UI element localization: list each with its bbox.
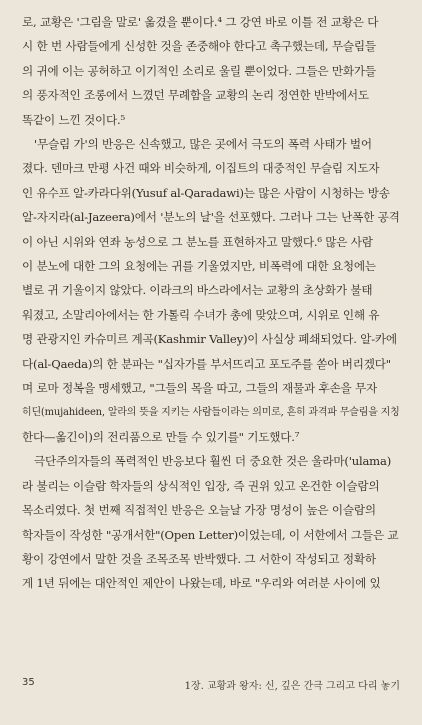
line-text: 이 분노에 대한 그의 요청에는 귀를 기울였지만, 비폭력에 대한 요청에는 xyxy=(22,259,376,274)
text-line xyxy=(22,156,400,180)
text-line xyxy=(22,132,400,156)
text-line xyxy=(22,523,400,547)
running-head: 1장. 교황과 왕자: 신, 깊은 간극 그리고 다리 놓기 xyxy=(184,681,400,692)
line-text: 극단주의자들의 폭력적인 반응보다 훨씬 더 중요한 것은 울라마('ulama) xyxy=(34,454,392,469)
line-text: 인 유수프 알-카라다위(Yusuf al-Qaradawi)는 많은 사람이 시청하는 방송 xyxy=(22,185,390,200)
body-text xyxy=(22,10,400,596)
text-line xyxy=(22,205,400,229)
paragraph xyxy=(22,132,400,449)
text-line xyxy=(22,547,400,571)
line-text: 똑같이 느낀 것이다.⁵ xyxy=(22,112,125,127)
text-line xyxy=(22,34,400,58)
line-text: 의 귀에 이는 공허하고 이기적인 소리로 울릴 뿐이었다. 그들은 만화가들 xyxy=(22,63,376,78)
text-line xyxy=(22,83,400,107)
text-line xyxy=(22,230,400,254)
line-text: '무슬림 가'의 반응은 신속했고, 많은 곳에서 극도의 폭력 사태가 벌어 xyxy=(34,137,372,152)
line-text: 워졌고, 소말리아에서는 한 가톨릭 수녀가 총에 맞았으며, 시위로 인해 유 xyxy=(22,307,380,322)
text-line xyxy=(22,303,400,327)
line-text: 며 로마 정복을 맹세했고, "그들의 목을 따고, 그들의 재물과 후손을 무자 xyxy=(22,381,377,396)
line-text: 로, 교황은 '그림을 말로' 옮겼을 뿐이다.⁴ 그 강연 바로 이틀 전 교황은 다 xyxy=(22,15,379,29)
line-text: 명 관광지인 카슈미르 계곡(Kashmir Valley)이 사실상 폐쇄되었다. 알-카에 xyxy=(22,332,397,347)
text-line xyxy=(22,327,400,351)
text-line xyxy=(22,571,400,595)
line-text: 히딘(mujahideen, 알라의 뜻을 지키는 사람들이라는 의미로, 흔히 과격파 무슬림을 지칭 xyxy=(22,406,400,418)
line-text: 학자들이 작성한 "공개서한"(Open Letter)이었는데, 이 서한에서 그들은 교 xyxy=(22,527,399,542)
paragraph xyxy=(22,449,400,595)
line-text: 라 불리는 이슬람 학자들의 상식적인 입장, 즉 권위 있고 온건한 이슬람의 xyxy=(22,478,380,493)
page-number: 35 xyxy=(22,677,35,688)
text-line xyxy=(22,59,400,83)
line-text: 황이 강연에서 말한 것을 조목조목 반박했다. 그 서한이 작성되고 정확하 xyxy=(22,551,376,566)
text-line xyxy=(22,10,400,34)
text-line xyxy=(22,108,400,132)
text-line xyxy=(22,401,400,425)
line-text: 의 풍자적인 조롱에서 느꼈던 무례함을 교황의 논리 정연한 반박에서도 xyxy=(22,88,369,103)
page-footer xyxy=(22,677,400,692)
line-text: 목소리였다. 첫 번째 직접적인 반응은 오늘날 가장 명성이 높은 이슬람의 xyxy=(22,503,376,518)
line-text: 한다—옮긴이)의 전리품으로 만들 수 있기를" 기도했다.⁷ xyxy=(22,429,300,444)
line-text: 시 한 번 사람들에게 신성한 것을 존중해야 한다고 촉구했는데, 무슬림들 xyxy=(22,39,376,54)
text-line xyxy=(22,474,400,498)
text-line xyxy=(22,254,400,278)
line-text: 알-자지라(al-Jazeera)에서 '분노의 날'을 선포했다. 그러나 그는 난폭한 공격 xyxy=(22,210,400,225)
text-line xyxy=(22,449,400,473)
line-text: 게 1년 뒤에는 대안적인 제안이 나왔는데, 바로 "우리와 여러분 사이에 있 xyxy=(22,576,381,591)
line-text: 별로 귀 기울이지 않았다. 이라크의 바스라에서는 교황의 초상화가 불태 xyxy=(22,283,373,298)
text-line xyxy=(22,498,400,522)
text-line xyxy=(22,352,400,376)
text-line xyxy=(22,425,400,449)
text-line xyxy=(22,376,400,400)
paragraph xyxy=(22,10,400,132)
text-line xyxy=(22,181,400,205)
line-text: 졌다. 덴마크 만평 사건 때와 비슷하게, 이집트의 대중적인 무슬림 지도자 xyxy=(22,161,380,176)
text-line xyxy=(22,278,400,302)
line-text: 다(al-Qaeda)의 한 분파는 "십자가를 부서뜨리고 포도주를 쏟아 버리겠다" xyxy=(22,356,391,371)
line-text: 이 아닌 시위와 연좌 농성으로 그 분노를 표현하자고 말했다.⁶ 많은 사람 xyxy=(22,234,373,249)
